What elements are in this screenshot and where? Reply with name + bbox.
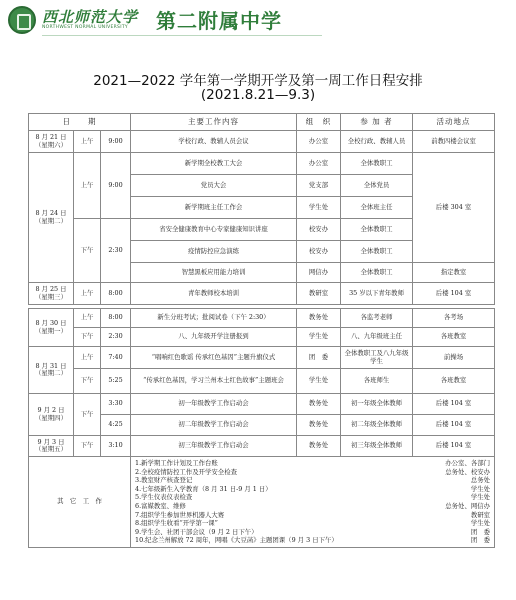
half-day-cell: 上午 <box>74 153 101 219</box>
date-cell: 8 月 31 日 （星期二） <box>29 347 74 394</box>
content-cell: 智慧黑板应用能力培训 <box>131 263 297 283</box>
org-cell: 学生处 <box>297 369 341 394</box>
location-cell: 后楼 104 室 <box>413 436 495 457</box>
location-cell: 后楼 304 室 <box>413 153 495 263</box>
location-cell: 后楼 104 室 <box>413 283 495 305</box>
list-item: 4.七年级新生入学教育（8 月 31 日-9 月 1 日） 学生处 <box>135 484 491 493</box>
list-item: 9.学生会、社团干部会议（9 月 2 日下午） 团 委 <box>135 527 491 536</box>
date-cell: 8 月 30 日 （星期一） <box>29 309 74 347</box>
page-title: 2021—2022 学年第一学期开学及第一周工作日程安排 <box>93 73 423 89</box>
content-cell: “传承红色基因，学习兰州本土红色故事”主题班会 <box>131 369 297 394</box>
org-cell: 网信办 <box>297 263 341 283</box>
half-day-cell: 上午 <box>74 131 101 153</box>
org-cell: 教务处 <box>297 309 341 328</box>
time-cell: 3:10 <box>101 436 131 457</box>
attendees-cell: 全体教职工 <box>341 263 413 283</box>
attendees-cell: 35 岁以下青年教师 <box>341 283 413 305</box>
time-cell: 4:25 <box>101 415 131 436</box>
location-cell: 后楼 104 室 <box>413 415 495 436</box>
time-cell: 7:40 <box>101 347 131 369</box>
header-date: 日 期 <box>29 114 131 131</box>
content-cell: 党员大会 <box>131 175 297 197</box>
org-cell: 学生处 <box>297 328 341 347</box>
list-item: 5.学生仪表仪表检查 学生处 <box>135 493 491 502</box>
university-name-en: NORTHWEST NORMAL UNIVERSITY <box>42 25 128 30</box>
school-logo-icon <box>8 6 36 34</box>
attendees-cell: 各班师生 <box>341 369 413 394</box>
list-item: 6.富媒教室、维修 总务处、网信办 <box>135 501 491 510</box>
table-row <box>29 131 495 153</box>
header-divider <box>42 35 322 36</box>
org-cell: 教务处 <box>297 415 341 436</box>
time-cell: 2:30 <box>101 328 131 347</box>
page-subtitle-dates: (2021.8.21—9.3) <box>200 87 316 103</box>
attendees-cell: 初一年级全体教师 <box>341 394 413 415</box>
time-cell: 9:00 <box>101 153 131 219</box>
content-cell: 新学期班主任工作会 <box>131 197 297 219</box>
location-cell: 后楼 104 室 <box>413 394 495 415</box>
table-row <box>29 153 495 175</box>
org-cell: 办公室 <box>297 131 341 153</box>
table-header-row <box>29 114 495 131</box>
other-work-list <box>131 457 495 548</box>
content-cell: 新学期全校教工大会 <box>131 153 297 175</box>
content-cell: “唱响红色歌谣 传承红色基因”主题升旗仪式 <box>131 347 297 369</box>
half-day-cell: 上午 <box>74 309 101 328</box>
attendees-cell: 初三年级全体教师 <box>341 436 413 457</box>
attendees-cell: 全体教职工 <box>341 241 413 263</box>
table-row <box>29 436 495 457</box>
org-cell: 教研室 <box>297 283 341 305</box>
list-item: 1.新学期工作计划及工作台账 办公室、各部门 <box>135 459 491 467</box>
org-cell: 教务处 <box>297 436 341 457</box>
header-location: 活动地点 <box>413 114 495 131</box>
other-work-label: 其 它 工 作 <box>29 457 131 548</box>
attendees-cell: 全体班主任 <box>341 197 413 219</box>
content-cell: 初一年级教学工作启动会 <box>131 394 297 415</box>
half-day-cell: 下午 <box>74 219 101 283</box>
org-cell: 学生处 <box>297 197 341 219</box>
header-content: 主要工作内容 <box>131 114 297 131</box>
school-name: 第二附属中学 <box>156 9 282 33</box>
location-cell: 各班教室 <box>413 369 495 394</box>
location-cell: 前教四楼会议室 <box>413 131 495 153</box>
attendees-cell: 初二年级全体教师 <box>341 415 413 436</box>
time-cell: 3:30 <box>101 394 131 415</box>
header-attendees: 参 加 者 <box>341 114 413 131</box>
attendees-cell: 各监考老师 <box>341 309 413 328</box>
org-cell: 党支部 <box>297 175 341 197</box>
half-day-cell: 上午 <box>74 347 101 369</box>
location-cell: 各考场 <box>413 309 495 328</box>
university-name: 西北师范大学 <box>42 8 139 26</box>
content-cell: 初三年级教学工作启动会 <box>131 436 297 457</box>
content-cell: 青年教师校本培训 <box>131 283 297 305</box>
date-cell: 8 月 25 日 （星期三） <box>29 283 74 305</box>
content-cell: 初二年级教学工作启动会 <box>131 415 297 436</box>
org-cell: 团 委 <box>297 347 341 369</box>
other-work-row <box>29 457 495 548</box>
location-cell: 指定教室 <box>413 263 495 283</box>
date-cell: 9 月 3 日 （星期五） <box>29 436 74 457</box>
list-item: 3.教室财产核查登记 总务处 <box>135 476 491 485</box>
date-cell: 8 月 21 日 （星期六） <box>29 131 74 153</box>
half-day-cell: 下午 <box>74 394 101 436</box>
content-cell: 八、九年级开学注册报到 <box>131 328 297 347</box>
time-cell: 8:00 <box>101 283 131 305</box>
page-header <box>0 0 516 44</box>
table-row <box>29 328 495 347</box>
attendees-cell: 八、九年级班主任 <box>341 328 413 347</box>
header-org: 组 织 <box>297 114 341 131</box>
time-cell: 2:30 <box>101 219 131 283</box>
content-cell: 学校行政、教辅人员会议 <box>131 131 297 153</box>
table-row <box>29 347 495 369</box>
date-cell: 9 月 2 日 （星期四） <box>29 394 74 436</box>
half-day-cell: 下午 <box>74 436 101 457</box>
table-row <box>29 369 495 394</box>
location-cell: 前操场 <box>413 347 495 369</box>
date-cell: 8 月 24 日 （星期二） <box>29 153 74 283</box>
org-cell: 办公室 <box>297 153 341 175</box>
attendees-cell: 全体教职工 <box>341 219 413 241</box>
half-day-cell: 下午 <box>74 328 101 347</box>
schedule-table <box>28 113 495 548</box>
org-cell: 教务处 <box>297 394 341 415</box>
list-item: 8.组织学生收看“开学第一课” 学生处 <box>135 519 491 528</box>
content-cell: 省安全健康教育中心专家健康知识讲座 <box>131 219 297 241</box>
list-item: 10.纪念兰州解放 72 周年，网唱《大豆菡》主题团课（9 月 3 日下午） 团 委 <box>135 536 491 545</box>
half-day-cell: 上午 <box>74 283 101 305</box>
time-cell: 8:00 <box>101 309 131 328</box>
time-cell: 5:25 <box>101 369 131 394</box>
org-cell: 校安办 <box>297 219 341 241</box>
content-cell: 新生分班考试；批阅试卷（下午 2:30） <box>131 309 297 328</box>
attendees-cell: 全校行政、教辅人员 <box>341 131 413 153</box>
attendees-cell: 全体教职工 <box>341 153 413 175</box>
list-item: 2.全校疫情防控工作及开学安全检查 总务处、校安办 <box>135 467 491 476</box>
org-cell: 校安办 <box>297 241 341 263</box>
half-day-cell: 下午 <box>74 369 101 394</box>
table-row <box>29 394 495 415</box>
attendees-cell: 全体教职工及八九年级学生 <box>341 347 413 369</box>
content-cell: 疫情防控应急演练 <box>131 241 297 263</box>
list-item: 7.组织学生参加世界机器人大赛 教研室 <box>135 510 491 519</box>
table-row <box>29 309 495 328</box>
attendees-cell: 全体党员 <box>341 175 413 197</box>
table-row <box>29 283 495 305</box>
location-cell: 各班教室 <box>413 328 495 347</box>
time-cell: 9:00 <box>101 131 131 153</box>
